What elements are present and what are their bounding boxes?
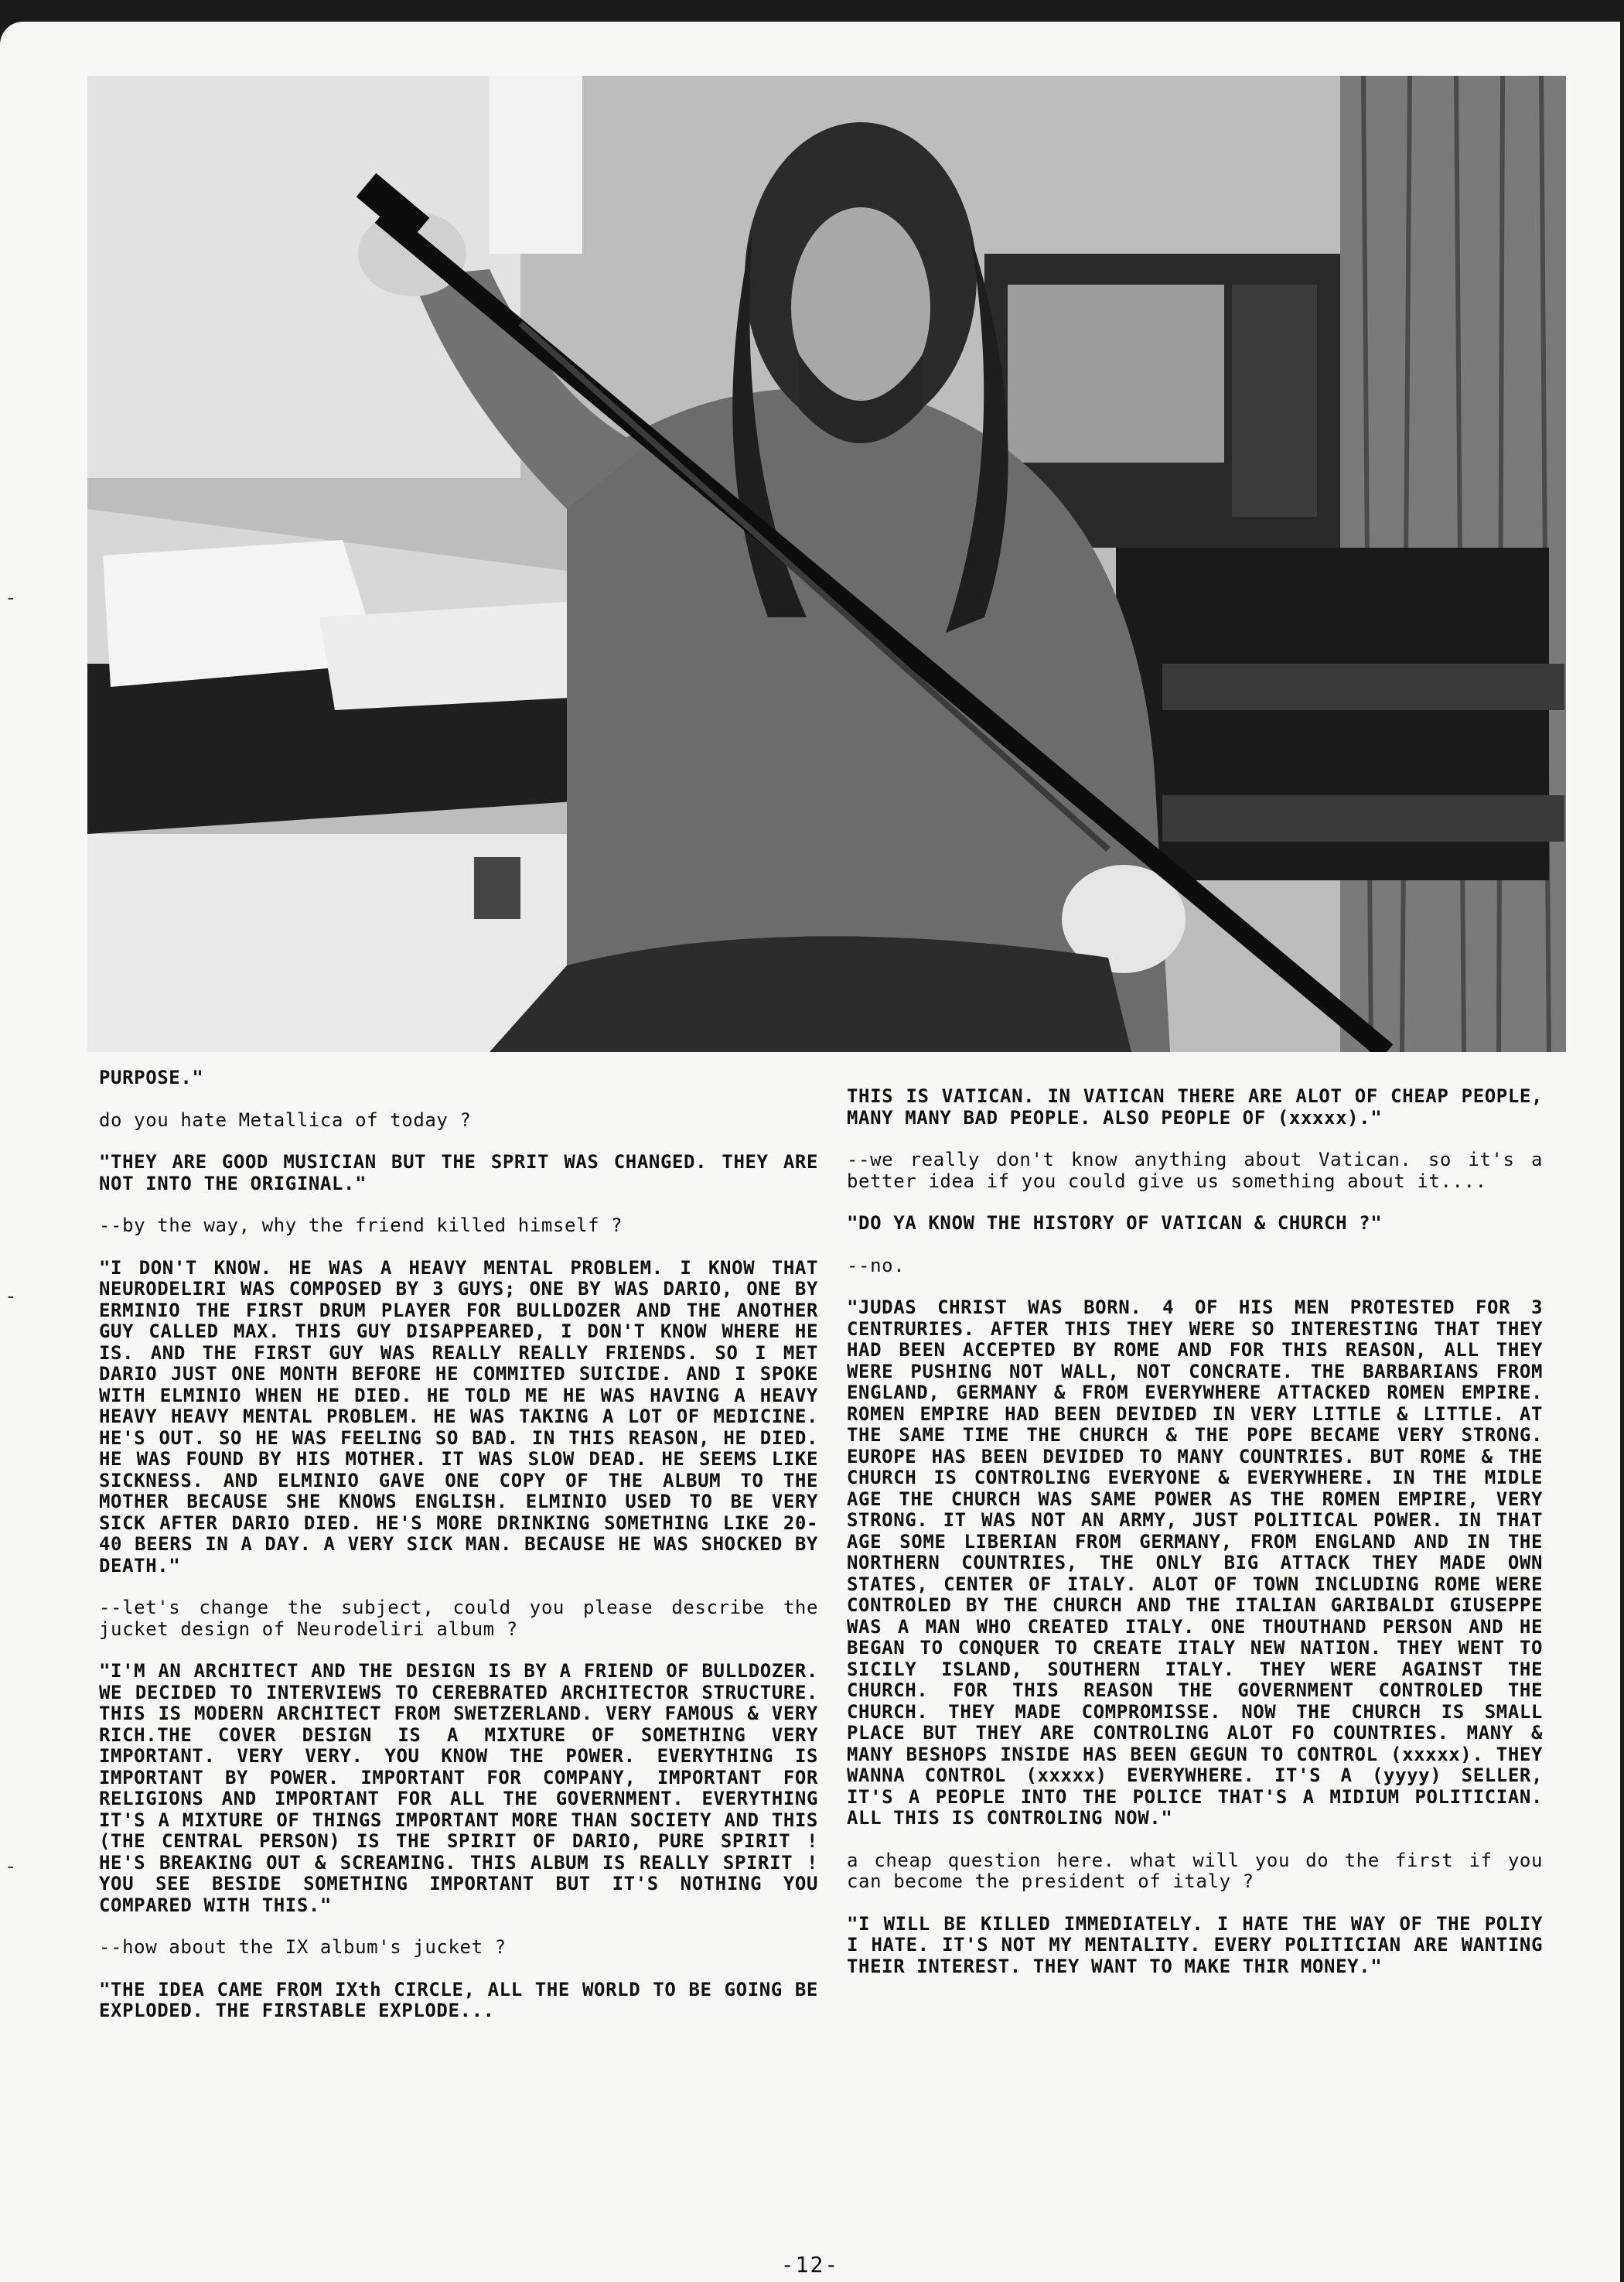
- question-paragraph: --let's change the subject, could you please describe the jucket design of Neurodeliri album ?: [99, 1597, 818, 1640]
- answer-paragraph: "THEY ARE GOOD MUSICIAN BUT THE SPRIT WAS CHANGED. THEY ARE NOT INTO THE ORIGINAL.": [99, 1151, 818, 1194]
- answer-paragraph: PURPOSE.": [99, 1067, 204, 1088]
- margin-mark: -: [5, 586, 17, 610]
- question-paragraph: --how about the IX album's jucket ?: [99, 1936, 507, 1958]
- question-paragraph: --by the way, why the friend killed himself ?: [99, 1214, 623, 1236]
- answer-paragraph: "JUDAS CHRIST WAS BORN. 4 OF HIS MEN PROTESTED FOR 3 CENTRURIES. AFTER THIS THEY WERE SO INTERESTING THAT THEY HAD BEEN ACCEPTED BY ROME AND FOR THIS REASON, ALL THEY WERE PUSHING NOT WALL, NOT CONCRATE. THE BARBARIANS FROM ENGLAND, GERMANY & FROM EVERYWHERE ATTACKED ROMEN EMPIRE. ROMEN EMPIRE HAD BEEN DEVIDED IN VERY LITTLE & LITTLE. AT THE SAME TIME THE CHURCH & THE POPE BECAME VERY STRONG. EUROPE HAS BEEN DEVIDED TO MANY COUNTRIES. BUT ROME & THE CHURCH IS CONTROLING EVERYONE & EVERYWHERE. IN THE MIDLE AGE THE CHURCH WAS SAME POWER AS THE ROMEN EMPIRE, VERY STRONG. IT WAS NOT AN ARMY, JUST POLITICAL POWER. IN THAT AGE SOME LIBERIAN FROM GERMANY, FROM ENGLAND AND IN THE NORTHERN COUNTRIES, THE ONLY BIG ATTACK THEY MADE OWN STATES, CENTER OF ITALY. ALOT OF TOWN INCLUDING ROME WERE CONTROLED BY THE CHURCH AND THE ITALIAN GARIBALDI GIUSEPPE WAS A MAN WHO CREATED ITALY. ONE THOUTHAND PERSON AND HE BEGAN TO CONQUER TO CREATE ITALY NEW NATION. THEY WENT TO SICILY ISLAND, SOUTHERN ITALY. THEY WERE AGAINST THE CHURCH. FOR THIS REASON THE GOVERNMENT CONTROLED THE CHURCH. THEY MADE COMPROMISSE. NOW THE CHURCH IS SMALL PLACE BUT THEY ARE CONTROLING ALOT FO COUNTRIES. MANY & MANY BESHOPS INSIDE HAS BEEN GEGUN TO CONTROL (xxxxx). THEY WANNA CONTROL (xxxxx) EVERYWHERE. IT'S A (yyyy) SELLER, IT'S A PEOPLE INTO THE POLICE THAT'S A MIDIUM POLITICIAN. ALL THIS IS CONTROLING NOW.": [847, 1296, 1543, 1829]
- left-text-column: [99, 1068, 818, 2043]
- page-number: -12-: [780, 2252, 840, 2277]
- question-paragraph: --we really don't know anything about Vatican. so it's a better idea if you could give us something about it....: [847, 1149, 1543, 1192]
- margin-mark: -: [5, 1285, 17, 1308]
- magazine-page: [0, 22, 1620, 2282]
- answer-paragraph: "DO YA KNOW THE HISTORY OF VATICAN & CHURCH ?": [847, 1212, 1383, 1234]
- answer-paragraph: "I'M AN ARCHITECT AND THE DESIGN IS BY A FRIEND OF BULLDOZER. WE DECIDED TO INTERVIEWS TO CEREBRATED ARCHITECTOR STRUCTURE. THIS IS MODERN ARCHITECT FROM SWETZERLAND. VERY FAMOUS & VERY RICH.THE COVER DESIGN IS A MIXTURE OF SOMETHING VERY IMPORTANT. VERY VERY. YOU KNOW THE POWER. EVERYTHING IS IMPORTANT BY POWER. IMPORTANT FOR COMPANY, IMPORTANT FOR RELIGIONS AND IMPORTANT FOR ALL THE GOVERNMENT. EVERYTHING IT'S A MIXTURE OF THINGS IMPORTANT MORE THAN SOCIETY AND THIS (THE CENTRAL PERSON) IS THE SPIRIT OF DARIO, PURE SPIRIT ! HE'S BREAKING OUT & SCREAMING. THIS ALBUM IS REALLY SPIRIT ! YOU SEE BESIDE SOMETHING IMPORTANT BUT IT'S NOTHING YOU COMPARED WITH THIS.": [99, 1660, 818, 1916]
- question-paragraph: do you hate Metallica of today ?: [99, 1109, 472, 1131]
- question-paragraph: --no.: [847, 1254, 906, 1276]
- answer-paragraph: "I WILL BE KILLED IMMEDIATELY. I HATE THE WAY OF THE POLIY I HATE. IT'S NOT MY MENTALITY. EVERY POLITICIAN ARE WANTING THEIR INTEREST. THEY WANT TO MAKE THIR MONEY.": [847, 1912, 1543, 1977]
- right-text-column: [847, 1086, 1543, 1998]
- answer-paragraph: "I DON'T KNOW. HE WAS A HEAVY MENTAL PROBLEM. I KNOW THAT NEURODELIRI WAS COMPOSED BY 3 GUYS; ONE BY WAS DARIO, ONE BY ERMINIO THE FIRST DRUM PLAYER FOR BULLDOZER AND THE ANOTHER GUY CALLED MAX. THIS GUY DISAPPEARED, I DON'T KNOW WHERE HE IS. AND THE FIRST GUY WAS REALLY REALLY FRIENDS. SO I MET DARIO JUST ONE MONTH BEFORE HE COMMITED SUICIDE. AND I SPOKE WITH ELMINIO WHEN HE DIED. HE TOLD ME HE WAS HAVING A HEAVY HEAVY HEAVY MENTAL PROBLEM. HE WAS TAKING A LOT OF MEDICINE. HE'S OUT. SO HE WAS FEELING SO BAD. IN THIS REASON, HE DIED. HE WAS FOUND BY HIS MOTHER. IT WAS SLOW DEAD. HE SEEMS LIKE SICKNESS. AND ELMINIO GAVE ONE COPY OF THE ALBUM TO THE MOTHER BECAUSE SHE KNOWS ENGLISH. ELMINIO USED TO BE VERY SICK AFTER DARIO DIED. HE'S MORE DRINKING SOMETHING LIKE 20-40 BEERS IN A DAY. A VERY SICK MAN. BECAUSE HE WAS SHOCKED BY DEATH.": [99, 1256, 818, 1577]
- question-paragraph: a cheap question here. what will you do the first if you can become the president of italy ?: [847, 1849, 1543, 1892]
- interview-photo: [87, 76, 1566, 1052]
- answer-paragraph: "THE IDEA CAME FROM IXth CIRCLE, ALL THE WORLD TO BE GOING BE EXPLODED. THE FIRSTABLE EXPLODE...: [99, 1978, 818, 2021]
- answer-paragraph: THIS IS VATICAN. IN VATICAN THERE ARE ALOT OF CHEAP PEOPLE, MANY MANY BAD PEOPLE. ALSO PEOPLE OF (xxxxx).": [847, 1085, 1543, 1129]
- photo-illustration: [87, 76, 1566, 1052]
- margin-mark: -: [5, 1855, 17, 1878]
